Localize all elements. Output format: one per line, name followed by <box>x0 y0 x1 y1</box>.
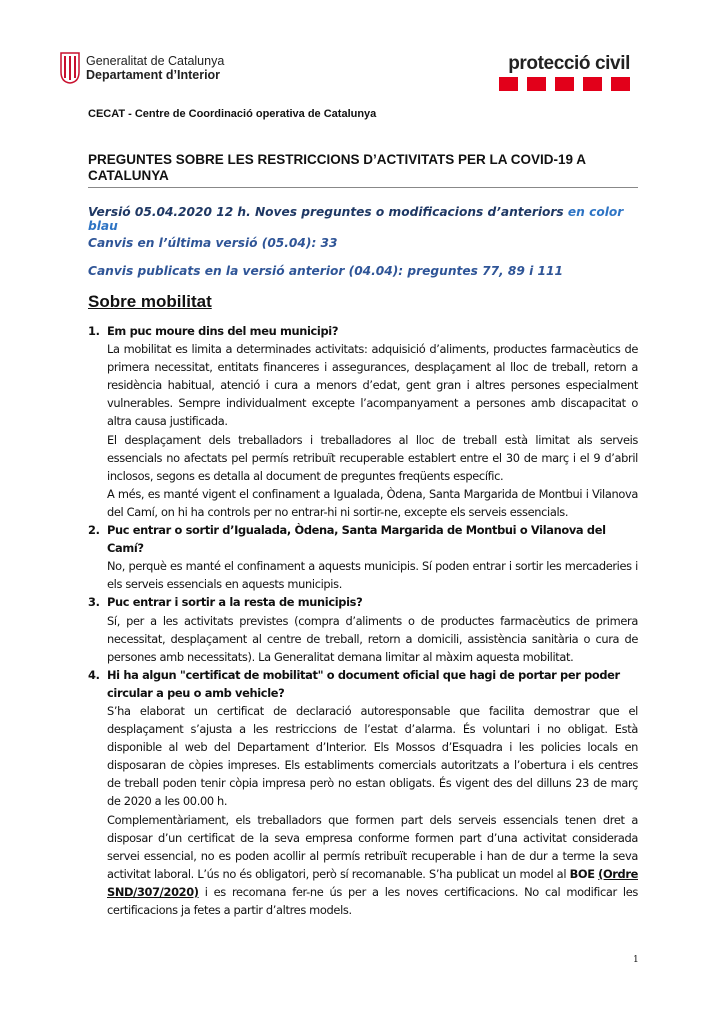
question-text: Hi ha algun "certificat de mobilitat" o document oficial que hagi de portar per poder circular a peu o amb vehicle? <box>107 667 620 700</box>
generalitat-logo-block <box>60 52 224 84</box>
generalitat-name <box>86 54 224 82</box>
question-number: 2. <box>88 523 100 538</box>
document-title: PREGUNTES SOBRE LES RESTRICCIONS D’ACTIVITATS PER LA COVID-19 A CATALUNYA <box>88 152 638 188</box>
answer-paragraph: A més, es manté vigent el confinament a Igualada, Òdena, Santa Margarida de Montbui i Vilanova del Camí, on hi ha controls per no entrar-hi ni sortir-ne, excepte els serveis essencials. <box>107 486 638 519</box>
question-text: Puc entrar o sortir d’Igualada, Òdena, Santa Margarida de Montbui o Vilanova del Camí? <box>107 523 606 556</box>
answer-paragraph: No, perquè es manté el confinament a aquests municipis. Sí poden entrar i sortir les mercaderies i els serveis essencials en aquests municipis. <box>107 559 638 592</box>
answer-paragraph: La mobilitat es limita a determinades activitats: adquisició d’aliments, productes farmacèutics de primera necessitat, entitats financeres i assegurances, desplaçament al lloc de treball, retorn a residència habitual, atenció i cura a menors d’edat, gent gran i altres persones especialment vulnerables. Sempre individualment excepte l’acompanyament a persones amb discapacitat o altra causa justificada. <box>107 342 638 429</box>
ordre-link[interactable]: (Ordre SND/307/2020) <box>107 866 638 899</box>
question-item <box>88 322 638 340</box>
answer-paragraph <box>107 811 638 920</box>
brand-squares <box>499 77 630 91</box>
blue-color-note: en color blau <box>88 205 624 233</box>
org-line-2: Departament d’Interior <box>86 68 221 82</box>
brand-square <box>555 77 574 91</box>
latest-changes-line: Canvis en l’última versió (05.04): 33 <box>88 236 338 250</box>
question-item <box>88 521 638 557</box>
brand-square <box>611 77 630 91</box>
previous-changes-line: Canvis publicats en la versió anterior (04.04): preguntes 77, 89 i 111 <box>88 264 563 278</box>
answer-paragraph: S’ha elaborat un certificat de declaració autoresponsable que facilita demostrar que el desplaçament s’ajusta a les restriccions de l’estat d’alarma. És voluntari i no obligat. Està disponible al web del Departament d’Interior. Els Mossos d’Esquadra i les policies locals en disposaran de còpies impreses. Els establiments comercials autoritzats a l’obertura i els centres de treball poden tenir còpia impresa però no estan obligats. És vigent des del dilluns 23 de març de 2020 a les 00.00 h. <box>107 703 638 809</box>
section-title: Sobre mobilitat <box>88 292 212 311</box>
question-number: 3. <box>88 595 100 610</box>
question-item <box>88 593 638 611</box>
answer <box>107 340 638 521</box>
question-number: 4. <box>88 667 100 682</box>
generalitat-shield-icon <box>60 52 80 84</box>
questions-list <box>88 322 638 919</box>
answer-paragraph: El desplaçament dels treballadors i treballadores al lloc de treball està limitat als serveis essencials no afectats pel permís retribuït recuperable establert entre el 30 de març i el 9 d’abril inclosos, segons es detalla al document de preguntes freqüents específic. <box>107 432 638 483</box>
boe-label: BOE <box>569 866 595 881</box>
answer <box>107 557 638 593</box>
version-text: Versió 05.04.2020 12 h. Noves preguntes o modificacions d’anteriors <box>88 205 568 219</box>
version-line <box>88 205 648 233</box>
brand-square <box>527 77 546 91</box>
page-number: 1 <box>633 955 639 965</box>
cecat-line: CECAT - Centre de Coordinació operativa de Catalunya <box>88 108 377 120</box>
brand-square <box>499 77 518 91</box>
org-line-1: Generalitat de Catalunya <box>86 54 225 68</box>
question-number: 1. <box>88 324 100 338</box>
paragraph-text: i es recomana fer-ne ús per a les noves certificacions. No cal modificar les certificacions ja fetes a partir d’altres models. <box>107 884 638 917</box>
proteccio-civil-logo <box>499 54 630 91</box>
question-text: Em puc moure dins del meu municipi? <box>107 324 339 338</box>
brand-text: protecció civil <box>508 53 630 74</box>
question-item <box>88 666 638 702</box>
brand-square <box>583 77 602 91</box>
answer-paragraph: Sí, per a les activitats previstes (compra d’aliments o de productes farmacèutics de primera necessitat, desplaçament al centre de treball, retorn a domicili, assistència sanitària o cura de persones amb necessitats). La Generalitat demana limitar al màxim aquesta mobilitat. <box>107 613 638 664</box>
answer <box>107 612 638 666</box>
question-text: Puc entrar i sortir a la resta de municipis? <box>107 595 363 610</box>
paragraph-text: Complementàriament, els treballadors que formen part dels serveis essencials tenen dret a disposar d’un certificat de la seva empresa conforme formen part d’una activitat considerada servei essencial, no es poden acollir al permís retribuït recuperable i han de dur a terme la seva activitat laboral. L’ús no és obligatori, però sí recomanable. S’ha publicat un model al <box>107 812 638 881</box>
answer <box>107 702 638 919</box>
page-header <box>60 52 630 92</box>
